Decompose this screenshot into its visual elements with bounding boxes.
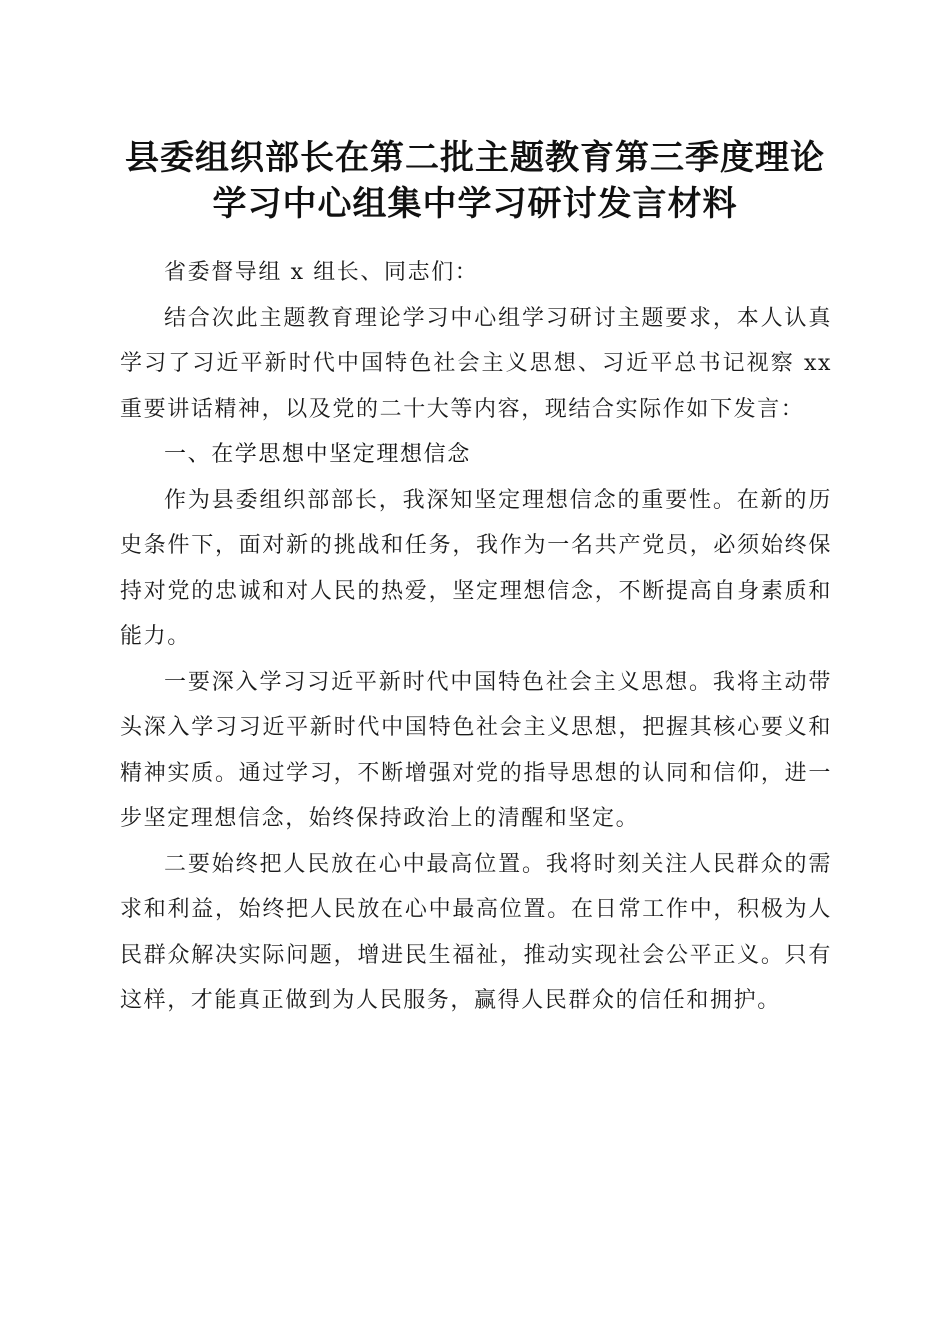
title-line-1: 县委组织部长在第二批主题教育第三季度理论 [125, 138, 825, 178]
section-1-heading: 一、在学思想中坚定理想信念 [164, 442, 471, 467]
section-1-paragraph-1: 作为县委组织部部长，我深知坚定理想信念的重要性。在新的历史条件下，面对新的挑战和任务，我作为一名共产党员，必须始终保持对党的忠诚和对人民的热爱，坚定理想信念，不断提高自身素质和能力。 [120, 487, 832, 649]
document-title [80, 135, 870, 227]
section-1-paragraph-2: 一要深入学习习近平新时代中国特色社会主义思想。我将主动带头深入学习习近平新时代中国特色社会主义思想，把握其核心要义和精神实质。通过学习，不断增强对党的指导思想的认同和信仰，进一步坚定理想信念，始终保持政治上的清醒和坚定。 [120, 669, 832, 831]
title-line-2: 学习中心组集中学习研讨发言材料 [212, 184, 738, 224]
salutation: 省委督导组 x 组长、同志们： [164, 260, 479, 285]
document-body [120, 250, 832, 1024]
intro-paragraph: 结合次此主题教育理论学习中心组学习研讨主题要求，本人认真学习了习近平新时代中国特色社会主义思想、习近平总书记视察 xx 重要讲话精神，以及党的二十大等内容，现结合实际作如下发言： [120, 305, 832, 422]
section-1-paragraph-3: 二要始终把人民放在心中最高位置。我将时刻关注人民群众的需求和利益，始终把人民放在心中最高位置。在日常工作中，积极为人民群众解决实际问题，增进民生福祉，推动实现社会公平正义。只有这样，才能真正做到为人民服务，赢得人民群众的信任和拥护。 [120, 851, 832, 1013]
